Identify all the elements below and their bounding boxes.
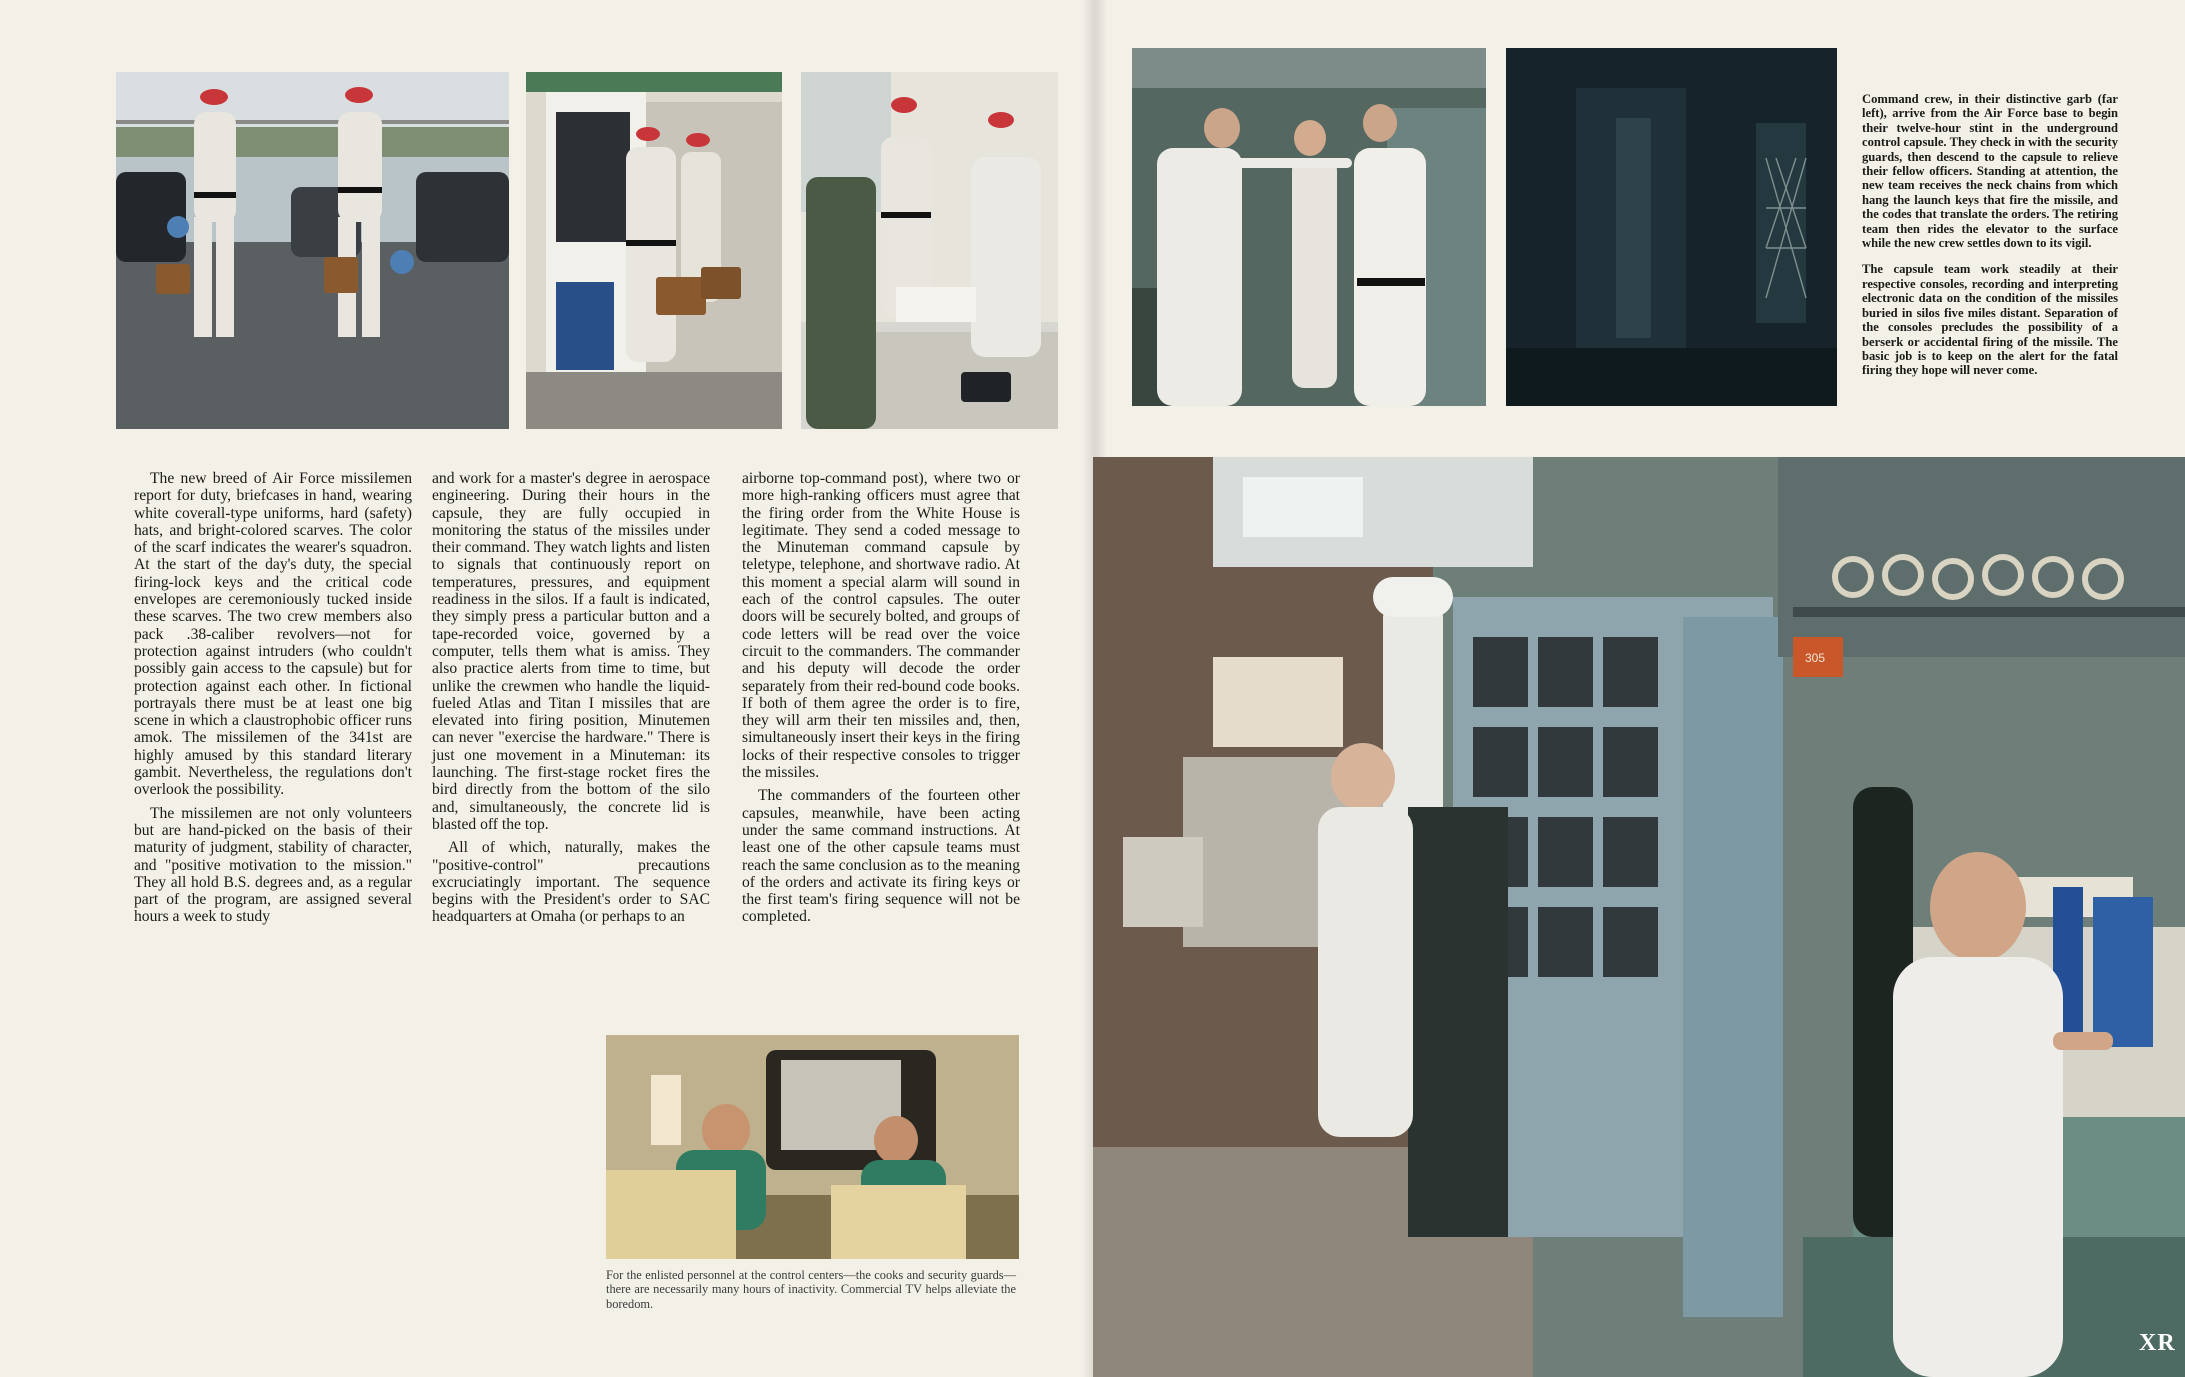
caption-paragraph: Command crew, in their distinctive garb (far left), arrive from the Air Force base to begin their twelve-hour stint in the underground control capsule. They check in with the security guards, then descend to the capsule to relieve their fellow officers. Standing at attention, the new team receives the neck chains from which hang the launch keys that fire the missile, and the codes that translate the orders. The retiring team then rides the elevator to the surface while the new crew settles down to its vigil. bbox=[1862, 92, 2118, 251]
xr-logo: XR bbox=[2139, 1330, 2176, 1356]
article-column-3 bbox=[742, 470, 1020, 932]
panel-label: 305 bbox=[1805, 651, 1826, 665]
photo-security-door bbox=[526, 72, 782, 429]
article-column-1 bbox=[134, 470, 412, 932]
article-column-2 bbox=[432, 470, 710, 932]
photo-crew-arriving bbox=[116, 72, 509, 429]
article-paragraph: The missilemen are not only volunteers but are hand-picked on the basis of their maturity of judgment, stability of character, and "positive motivation to the mission." They all hold B.S. degrees and, as a regular part of the program, are assigned several hours a week to study bbox=[134, 804, 412, 926]
article-paragraph: and work for a master's degree in aerospace engineering. During their hours in the capsule, they are fully occupied in monitoring the status of the missiles under their command. They watch lights and listen to signals that continuously report on temperatures, pressures, and equipment readiness in the silos. If a fault is indicated, they simply press a particular button and a tape-recorded voice, governed by a computer, tells them what is amiss. They also practice alerts from time to time, but unlike the crewmen who handle the liquid-fueled Atlas and Titan I missiles that are elevated into firing position, Minutemen can never "exercise the hardware." There is just one movement in a Minuteman: its launching. The first-stage rocket fires the bird directly from the bottom of the silo and, simultaneously, the concrete lid is blasted off the top. bbox=[432, 470, 710, 833]
photo-tv-lounge bbox=[606, 1035, 1019, 1259]
tv-caption: For the enlisted personnel at the control centers—the cooks and security guards—there are necessarily many hours of inactivity. Commercial TV helps alleviate the boredom. bbox=[606, 1268, 1016, 1311]
photo-guard-checkin bbox=[801, 72, 1058, 429]
caption-paragraph: The capsule team work steadily at their respective consoles, recording and interpreting electronic data on the condition of the missiles buried in silos five miles distant. Separation of the consoles precludes the possibility of a berserk or accidental firing of the missile. The basic job is to keep on the alert for the fatal firing they hope will never come. bbox=[1862, 262, 2118, 378]
article-paragraph: The new breed of Air Force missilemen report for duty, briefcases in hand, wearing white coverall-type uniforms, hard (safety) hats, and bright-colored scarves. The color of the scarf indicates the wearer's squadron. At the start of the day's duty, the special firing-lock keys and the critical code envelopes are ceremoniously tucked inside these scarves. The two crew members also pack .38-caliber revolvers—not for protection against intruders (who couldn't possibly gain access to the capsule) but for protection against each other. In fictional portrayals there must be at least one big scene in which a claustrophobic officer runs amok. The missilemen of the 341st are highly amused by this standard literary gambit. Nevertheless, the regulations don't overlook the possibility. bbox=[134, 470, 412, 799]
photo-control-capsule bbox=[1093, 457, 2185, 1377]
crew-caption bbox=[1862, 92, 2118, 390]
article-paragraph: airborne top-command post), where two or more high-ranking officers must agree that the firing order from the White House is legitimate. They send a coded message to the Minuteman command capsule by teletype, telephone, and shortwave radio. At this moment a special alarm will sound in each of the control capsules. The outer doors will be securely bolted, and groups of code letters will be read over the voice circuit to the commanders. The commander and his deputy will decode the order separately from their red-bound code books. If both of them agree the order is to fire, they will arm their ten missiles and, then, simultaneously insert their keys in the firing locks of their respective consoles to trigger the missiles. bbox=[742, 470, 1020, 782]
photo-elevator bbox=[1506, 48, 1837, 406]
article-paragraph: The commanders of the fourteen other capsules, meanwhile, have been acting under the same command instructions. At least one of the other capsule teams must reach the same conclusion as to the meaning of the orders and activate its firing keys or the first team's firing sequence will not be completed. bbox=[742, 787, 1020, 926]
photo-key-ceremony bbox=[1132, 48, 1486, 406]
article-paragraph: All of which, naturally, makes the "positive-control" precautions excruciatingly important. The sequence begins with the President's order to SAC headquarters at Omaha (or perhaps to an bbox=[432, 839, 710, 926]
